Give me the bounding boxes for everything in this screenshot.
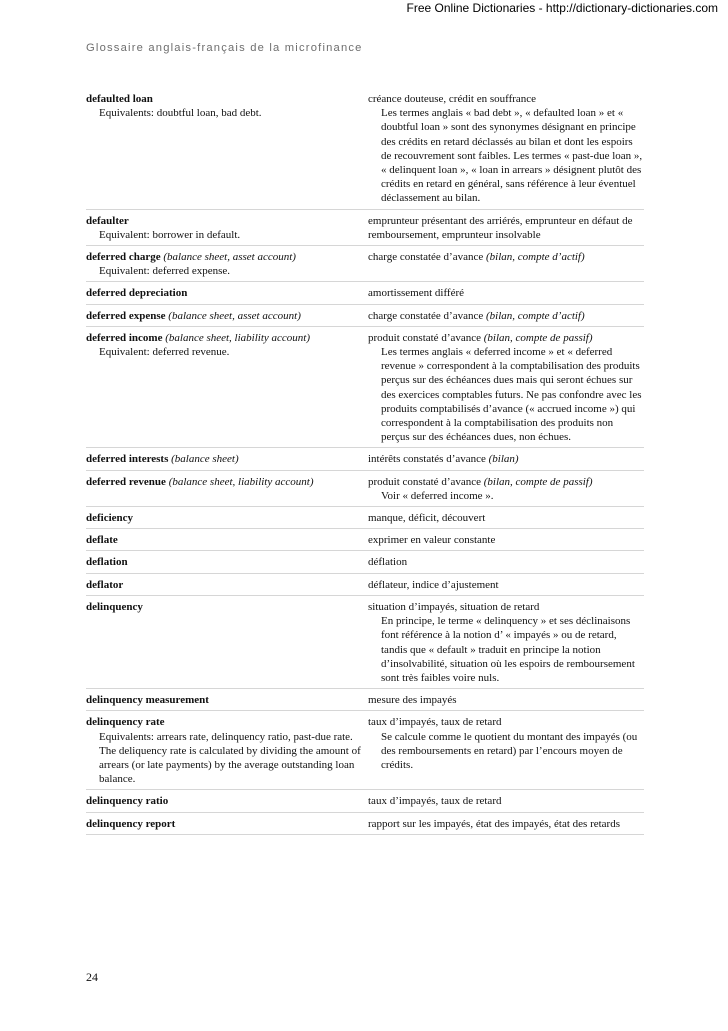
english-column xyxy=(86,92,368,206)
french-translation: manque, déficit, découvert xyxy=(368,512,486,525)
english-headword-line xyxy=(86,578,368,592)
english-column xyxy=(86,578,368,592)
english-headword-line xyxy=(86,511,368,525)
english-headword-line xyxy=(86,452,368,466)
french-translation-line xyxy=(368,92,644,106)
french-note: Se calcule comme le quotient du montant des impayés (ou des remboursements en retard) par l’encours moyen de crédits. xyxy=(381,730,638,771)
french-translation-line xyxy=(368,475,644,489)
french-translation: situation d’impayés, situation de retard xyxy=(368,600,540,613)
glossary-entry xyxy=(86,711,644,790)
french-note: Les termes anglais « deferred income » et « deferred revenue » correspondent à la comptabilisation des produits perçus sur des échéances dues mais qui seront échues sur des exercices comptables futurs. Ne pas confondre avec les produits comptabilisés d’avance (« accrued income ») qui correspondent à la comptabilisation des produits non perçus sur des échéances dues, non échues. xyxy=(381,346,642,444)
english-column xyxy=(86,250,368,278)
english-term: deficiency xyxy=(86,512,134,525)
french-translation: intérêts constatés d’avance xyxy=(368,453,486,466)
english-note: Equivalent: deferred revenue. xyxy=(99,346,230,359)
french-category: (bilan, compte d’actif) xyxy=(485,251,585,264)
glossary-entry xyxy=(86,471,644,507)
english-term: deflation xyxy=(86,556,128,569)
english-term: deflator xyxy=(86,578,124,591)
french-column xyxy=(368,578,644,592)
english-term: delinquency rate xyxy=(86,716,165,729)
english-column xyxy=(86,715,368,786)
french-translation-line xyxy=(368,578,644,592)
french-translation: mesure des impayés xyxy=(368,694,457,707)
english-column xyxy=(86,331,368,445)
french-translation: produit constaté d’avance xyxy=(368,475,482,488)
french-translation-line xyxy=(368,600,644,614)
english-category: (balance sheet, liability account) xyxy=(165,331,311,344)
glossary-entries xyxy=(86,88,644,835)
english-term: deferred interests xyxy=(86,453,169,466)
glossary-entry xyxy=(86,790,644,812)
french-translation-line xyxy=(368,794,644,808)
french-column xyxy=(368,214,644,242)
glossary-entry xyxy=(86,327,644,449)
english-column xyxy=(86,511,368,525)
glossary-entry xyxy=(86,210,644,246)
french-translation: amortissement différé xyxy=(368,287,465,300)
english-column xyxy=(86,693,368,707)
english-column xyxy=(86,452,368,466)
french-column xyxy=(368,286,644,300)
glossary-entry xyxy=(86,448,644,470)
english-headword-line xyxy=(86,309,368,323)
french-translation-line xyxy=(368,693,644,707)
english-column xyxy=(86,555,368,569)
glossary-entry xyxy=(86,305,644,327)
french-translation-line xyxy=(368,309,644,323)
french-translation: charge constatée d’avance xyxy=(368,309,484,322)
english-column xyxy=(86,533,368,547)
english-term: deferred income xyxy=(86,331,163,344)
french-translation: charge constatée d’avance xyxy=(368,251,484,264)
french-translation: emprunteur présentant des arriérés, emprunteur en défaut de remboursement, emprunteur insolvable xyxy=(368,214,633,241)
english-note: Equivalents: doubtful loan, bad debt. xyxy=(99,107,262,120)
english-term: deflate xyxy=(86,534,118,547)
english-note: Equivalents: arrears rate, delinquency ratio, past-due rate. xyxy=(99,730,353,743)
glossary-entry xyxy=(86,813,644,835)
english-headword-line xyxy=(86,555,368,569)
french-column xyxy=(368,92,644,206)
english-category: (balance sheet) xyxy=(171,453,239,466)
english-column xyxy=(86,475,368,503)
site-banner: Free Online Dictionaries - http://dictionary-dictionaries.com xyxy=(406,1,718,15)
english-term: defaulter xyxy=(86,214,129,227)
french-column xyxy=(368,475,644,503)
french-column xyxy=(368,331,644,445)
english-headword-line xyxy=(86,475,368,489)
french-translation-line xyxy=(368,715,644,729)
english-headword-line xyxy=(86,533,368,547)
english-note: The deliquency rate is calculated by dividing the amount of arrears (or late payments) by the average outstanding loan balance. xyxy=(99,744,361,786)
french-translation: taux d’impayés, taux de retard xyxy=(368,716,502,729)
french-translation-line xyxy=(368,511,644,525)
french-translation: exprimer en valeur constante xyxy=(368,534,496,547)
french-translation-line xyxy=(368,533,644,547)
english-headword-line xyxy=(86,600,368,614)
french-translation-line xyxy=(368,214,644,242)
english-column xyxy=(86,286,368,300)
french-column xyxy=(368,715,644,786)
french-note: Voir « deferred income ». xyxy=(381,489,494,502)
glossary-entry xyxy=(86,574,644,596)
glossary-entry xyxy=(86,507,644,529)
english-term: deferred revenue xyxy=(86,475,166,488)
english-column xyxy=(86,309,368,323)
english-column xyxy=(86,794,368,808)
english-headword-line xyxy=(86,794,368,808)
english-headword-line xyxy=(86,214,368,228)
english-headword-line xyxy=(86,250,368,264)
french-translation: créance douteuse, crédit en souffrance xyxy=(368,93,537,105)
french-translation: taux d’impayés, taux de retard xyxy=(368,795,502,808)
english-term: deferred expense xyxy=(86,309,166,322)
french-translation: produit constaté d’avance xyxy=(368,331,482,344)
glossary-entry xyxy=(86,551,644,573)
french-column xyxy=(368,555,644,569)
french-translation: rapport sur les impayés, état des impayés, état des retards xyxy=(368,817,621,830)
french-column xyxy=(368,511,644,525)
french-column xyxy=(368,533,644,547)
document-title: Glossaire anglais-français de la microfinance xyxy=(86,42,363,54)
glossary-entry xyxy=(86,529,644,551)
english-category: (balance sheet, asset account) xyxy=(168,309,301,322)
english-note: Equivalent: borrower in default. xyxy=(99,228,241,241)
english-headword-line xyxy=(86,715,368,729)
english-note: Equivalent: deferred expense. xyxy=(99,265,231,278)
french-column xyxy=(368,452,644,466)
english-column xyxy=(86,817,368,831)
french-column xyxy=(368,693,644,707)
english-headword-line xyxy=(86,331,368,345)
english-headword-line xyxy=(86,286,368,300)
english-column xyxy=(86,214,368,242)
french-translation-line xyxy=(368,555,644,569)
french-category: (bilan, compte de passif) xyxy=(483,331,593,344)
french-translation-line xyxy=(368,817,644,831)
french-column xyxy=(368,600,644,685)
page-number: 24 xyxy=(86,970,98,984)
english-category: (balance sheet, asset account) xyxy=(163,251,296,264)
french-translation-line xyxy=(368,250,644,264)
english-term: delinquency measurement xyxy=(86,694,209,707)
french-category: (bilan, compte de passif) xyxy=(483,475,593,488)
french-category: (bilan, compte d’actif) xyxy=(485,309,585,322)
english-headword-line xyxy=(86,92,368,106)
french-note: Les termes anglais « bad debt », « defaulted loan » et « doubtful loan » sont des synonymes désignant en principe des crédits en retard déclassés au bilan et dont les espoirs de recouvrement sont faibles. Les termes « past-due loan », « delinquent loan », « loan in arrears » désignent plutôt des crédits en retard en général, sans référence à leur éventuel déclassement au bilan. xyxy=(381,107,643,205)
glossary-entry xyxy=(86,282,644,304)
french-column xyxy=(368,250,644,278)
glossary-entry xyxy=(86,246,644,282)
english-term: delinquency xyxy=(86,600,143,613)
glossary-entry xyxy=(86,596,644,689)
english-headword-line xyxy=(86,817,368,831)
french-note: En principe, le terme « delinquency » et ses déclinaisons font référence à la notion d’ « impayés » ou de retard, tandis que « default » traduit en principe la notion d’insolvabilité, situation où les espoirs de remboursement sont très faibles voire nuls. xyxy=(381,615,635,684)
english-term: deferred depreciation xyxy=(86,287,188,300)
french-column xyxy=(368,794,644,808)
glossary-entry xyxy=(86,88,644,210)
french-translation-line xyxy=(368,452,644,466)
english-headword-line xyxy=(86,693,368,707)
english-term: deferred charge xyxy=(86,251,161,264)
french-translation-line xyxy=(368,331,644,345)
french-category: (bilan) xyxy=(488,453,519,466)
english-term: defaulted loan xyxy=(86,93,153,105)
english-category: (balance sheet, liability account) xyxy=(168,475,314,488)
french-translation-line xyxy=(368,286,644,300)
glossary-entry xyxy=(86,689,644,711)
english-term: delinquency report xyxy=(86,817,176,830)
english-term: delinquency ratio xyxy=(86,795,169,808)
french-translation: déflation xyxy=(368,556,408,569)
french-translation: déflateur, indice d’ajustement xyxy=(368,578,499,591)
french-column xyxy=(368,817,644,831)
french-column xyxy=(368,309,644,323)
english-column xyxy=(86,600,368,685)
